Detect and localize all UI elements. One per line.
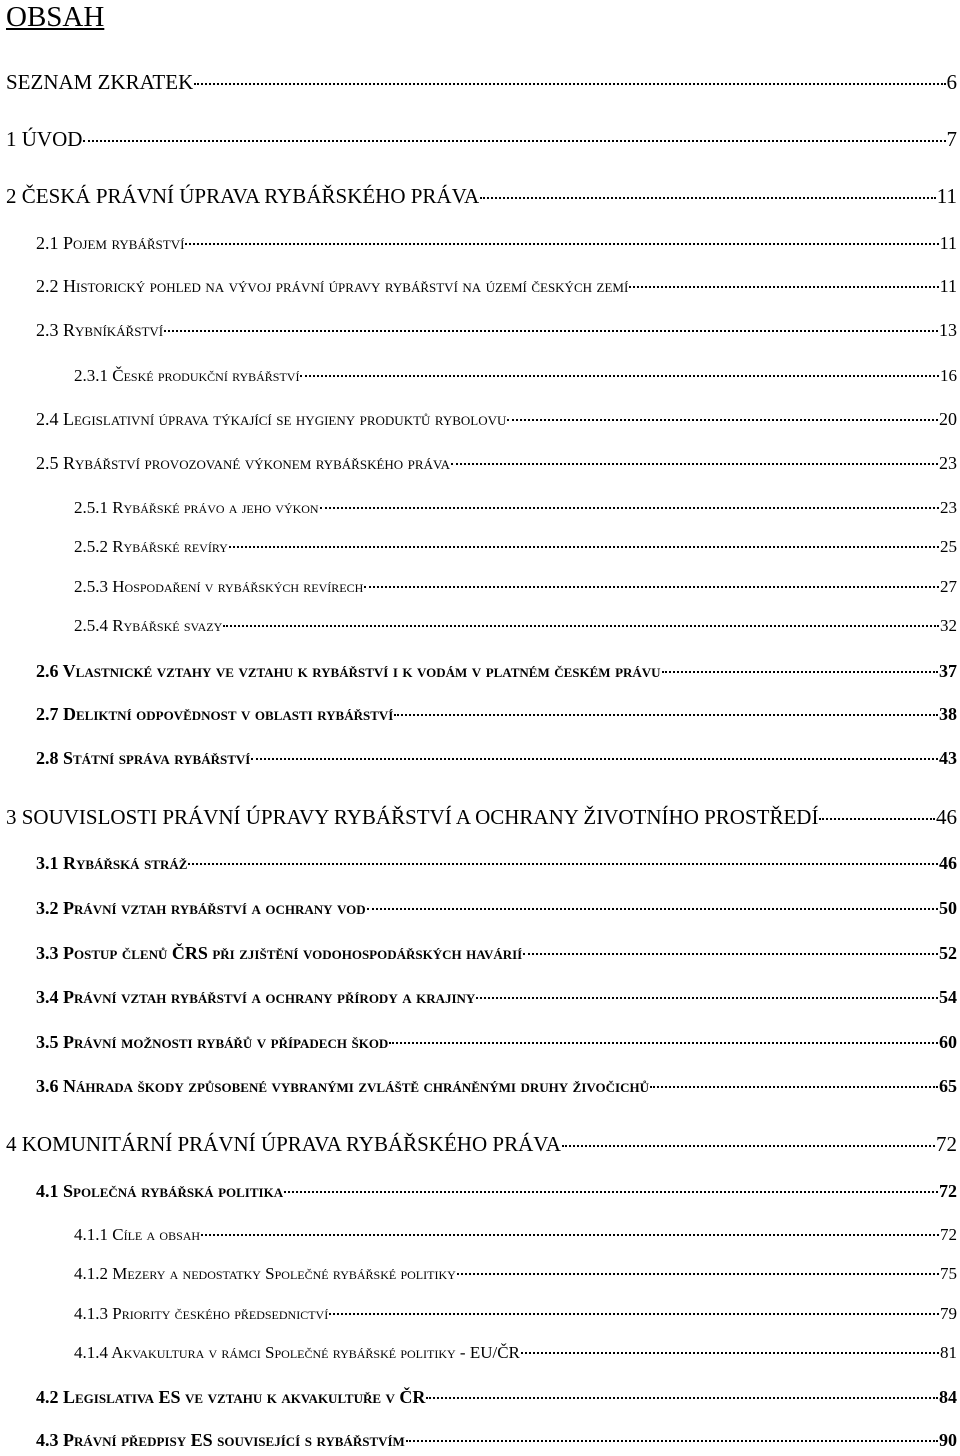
toc-entry[interactable]	[36, 748, 957, 774]
toc-entry-label: 4 KOMUNITÁRNÍ PRÁVNÍ ÚPRAVA RYBÁŘSKÉHO PRÁVA	[6, 1132, 561, 1156]
toc-leader-dots	[223, 625, 939, 627]
toc-entry-label: 4.1.1 Cíle a obsah	[74, 1225, 201, 1244]
toc-entry-label: 4.1.3 Priority českého předsednictví	[74, 1304, 329, 1323]
toc-entry-page: 43	[939, 748, 957, 768]
toc-entry-page: 7	[946, 127, 957, 151]
toc-entry-page: 20	[939, 409, 957, 429]
toc-entry-page: 81	[940, 1343, 957, 1362]
toc-entry-label: 3.4 Právní vztah rybářství a ochrany přírody a krajiny	[36, 987, 476, 1007]
toc-entry[interactable]	[36, 943, 957, 969]
toc-entry[interactable]	[6, 1132, 957, 1158]
toc-leader-dots	[329, 1313, 939, 1315]
toc-entry-page: 11	[939, 233, 957, 253]
toc-entry-page: 60	[939, 1032, 957, 1052]
toc-leader-dots	[201, 1234, 939, 1236]
toc-entry[interactable]	[74, 1225, 957, 1251]
toc-entry-page: 25	[940, 537, 957, 556]
toc-leader-dots	[251, 758, 938, 760]
toc-entry-page: 11	[936, 184, 957, 208]
toc-entry[interactable]	[36, 453, 957, 479]
toc-entry-label: 2.7 Deliktní odpovědnost v oblasti rybářství	[36, 704, 394, 724]
toc-leader-dots	[364, 586, 939, 588]
toc-entry-page: 16	[940, 366, 957, 385]
toc-leader-dots	[389, 1042, 938, 1044]
toc-entry[interactable]	[74, 1343, 957, 1369]
toc-entry-page: 52	[939, 943, 957, 963]
toc-leader-dots	[426, 1397, 938, 1399]
toc-entry[interactable]	[6, 127, 957, 153]
toc-leader-dots	[300, 375, 939, 377]
toc-entry-label: 2.6 Vlastnické vztahy ve vztahu k rybářství i k vodám v platném českém právu	[36, 661, 661, 681]
toc-entry[interactable]	[74, 537, 957, 563]
toc-entry-label: 2.8 Státní správa rybářství	[36, 748, 251, 768]
toc-entry-label: 4.3 Právní předpisy ES související s rybářstvím	[36, 1430, 405, 1450]
toc-entry[interactable]	[36, 320, 957, 346]
toc-leader-dots	[284, 1191, 938, 1193]
toc-leader-dots	[320, 507, 939, 509]
toc-entry[interactable]	[36, 1181, 957, 1207]
toc-entry[interactable]	[36, 1430, 957, 1456]
toc-leader-dots	[451, 463, 938, 465]
toc-entry-label: 3.3 Postup členů ČRS při zjištění vodohospodářských havárií	[36, 943, 523, 963]
toc-entry-label: 3.6 Náhrada škody způsobené vybranými zvláště chráněnými druhy živočichů	[36, 1076, 649, 1096]
toc-entry-label: 4.2 Legislativa ES ve vztahu k akvakultuře v ČR	[36, 1387, 426, 1407]
toc-entry-label: 2.5.4 Rybářské svazy	[74, 616, 223, 635]
toc-entry-page: 75	[940, 1264, 957, 1283]
toc-entry-page: 23	[939, 453, 957, 473]
toc-entry-page: 32	[940, 616, 957, 635]
toc-entry-label: 2 ČESKÁ PRÁVNÍ ÚPRAVA RYBÁŘSKÉHO PRÁVA	[6, 184, 480, 208]
toc-entry-page: 23	[940, 498, 957, 517]
toc-leader-dots	[819, 818, 935, 820]
toc-entry-page: 11	[939, 276, 957, 296]
toc-entry[interactable]	[36, 1076, 957, 1102]
toc-leader-dots	[480, 197, 936, 199]
toc-leader-dots	[457, 1273, 939, 1275]
toc-leader-dots	[367, 908, 938, 910]
toc-leader-dots	[521, 1352, 939, 1354]
toc-leader-dots	[662, 671, 938, 673]
toc-entry-label: 3 SOUVISLOSTI PRÁVNÍ ÚPRAVY RYBÁŘSTVÍ A OCHRANY ŽIVOTNÍHO PROSTŘEDÍ	[6, 805, 819, 829]
toc-entry-label: 2.3 Rybníkářství	[36, 320, 164, 340]
toc-entry[interactable]	[36, 661, 957, 687]
toc-entry-label: SEZNAM ZKRATEK	[6, 70, 194, 94]
toc-entry-page: 13	[939, 320, 957, 340]
toc-entry-label: 3.5 Právní možnosti rybářů v případech škod	[36, 1032, 389, 1052]
toc-entry-page: 46	[939, 853, 957, 873]
toc-leader-dots	[476, 997, 938, 999]
toc-entry[interactable]	[74, 577, 957, 603]
toc-leader-dots	[194, 83, 945, 85]
toc-entry[interactable]	[36, 987, 957, 1013]
toc-entry[interactable]	[36, 704, 957, 730]
toc-entry-page: 37	[939, 661, 957, 681]
toc-entry-label: 4.1.4 Akvakultura v rámci Společné rybářské politiky - EU/ČR	[74, 1343, 520, 1362]
toc-entry-label: 2.4 Legislativní úprava týkající se hygieny produktů rybolovu	[36, 409, 507, 429]
toc-entry-label: 2.2 Historický pohled na vývoj právní úpravy rybářství na území českých zemí	[36, 276, 629, 296]
toc-entry-label: 3.1 Rybářská stráž	[36, 853, 188, 873]
toc-entry[interactable]	[74, 366, 957, 392]
toc-entry-page: 84	[939, 1387, 957, 1407]
toc-entry-page: 72	[936, 1132, 957, 1156]
toc-entry-label: 2.5.1 Rybářské právo a jeho výkon	[74, 498, 319, 517]
toc-leader-dots	[406, 1440, 938, 1442]
toc-leader-dots	[185, 243, 938, 245]
toc-entry-page: 27	[940, 577, 957, 596]
toc-entry-page: 65	[939, 1076, 957, 1096]
toc-entry-page: 90	[939, 1430, 957, 1450]
toc-entry-label: 4.1.2 Mezery a nedostatky Společné rybářské politiky	[74, 1264, 456, 1283]
toc-entry[interactable]	[6, 70, 957, 96]
toc-leader-dots	[523, 953, 938, 955]
toc-leader-dots	[83, 140, 945, 142]
toc-entry-page: 54	[939, 987, 957, 1007]
toc-entry[interactable]	[74, 1264, 957, 1290]
toc-leader-dots	[229, 546, 939, 548]
toc-entry-page: 38	[939, 704, 957, 724]
toc-entry-page: 79	[940, 1304, 957, 1323]
toc-leader-dots	[164, 330, 938, 332]
toc-entry[interactable]	[36, 1387, 957, 1413]
page-title: OBSAH	[6, 1, 105, 33]
toc-entry-label: 2.5.2 Rybářské revíry	[74, 537, 228, 556]
toc-leader-dots	[394, 714, 938, 716]
toc-entry-label: 2.5 Rybářství provozované výkonem rybářského práva	[36, 453, 451, 473]
toc-leader-dots	[650, 1086, 938, 1088]
toc-entry-page: 72	[939, 1181, 957, 1201]
toc-entry[interactable]	[74, 1304, 957, 1330]
toc-entry[interactable]	[6, 805, 957, 831]
toc-entry[interactable]	[36, 276, 957, 302]
toc-entry[interactable]	[6, 184, 957, 210]
toc-leader-dots	[562, 1145, 935, 1147]
toc-leader-dots	[507, 419, 938, 421]
toc-leader-dots	[188, 863, 938, 865]
toc-entry-label: 4.1 Společná rybářská politika	[36, 1181, 284, 1201]
toc-entry-page: 72	[940, 1225, 957, 1244]
toc-entry[interactable]	[36, 898, 957, 924]
toc-entry[interactable]	[36, 409, 957, 435]
toc-entry-page: 6	[946, 70, 957, 94]
toc-entry[interactable]	[74, 498, 957, 524]
toc-entry-label: 2.5.3 Hospodaření v rybářských revírech	[74, 577, 364, 596]
toc-entry-label: 1 ÚVOD	[6, 127, 83, 151]
toc-entry-label: 2.3.1 České produkční rybářství	[74, 366, 300, 385]
toc-entry-page: 46	[936, 805, 957, 829]
toc-entry[interactable]	[74, 616, 957, 642]
toc-entry-label: 3.2 Právní vztah rybářství a ochrany vod	[36, 898, 366, 918]
toc-leader-dots	[629, 286, 938, 288]
toc-entry[interactable]	[36, 853, 957, 879]
toc-entry-label: 2.1 Pojem rybářství	[36, 233, 185, 253]
toc-entry[interactable]	[36, 233, 957, 259]
toc-entry-page: 50	[939, 898, 957, 918]
toc-entry[interactable]	[36, 1032, 957, 1058]
